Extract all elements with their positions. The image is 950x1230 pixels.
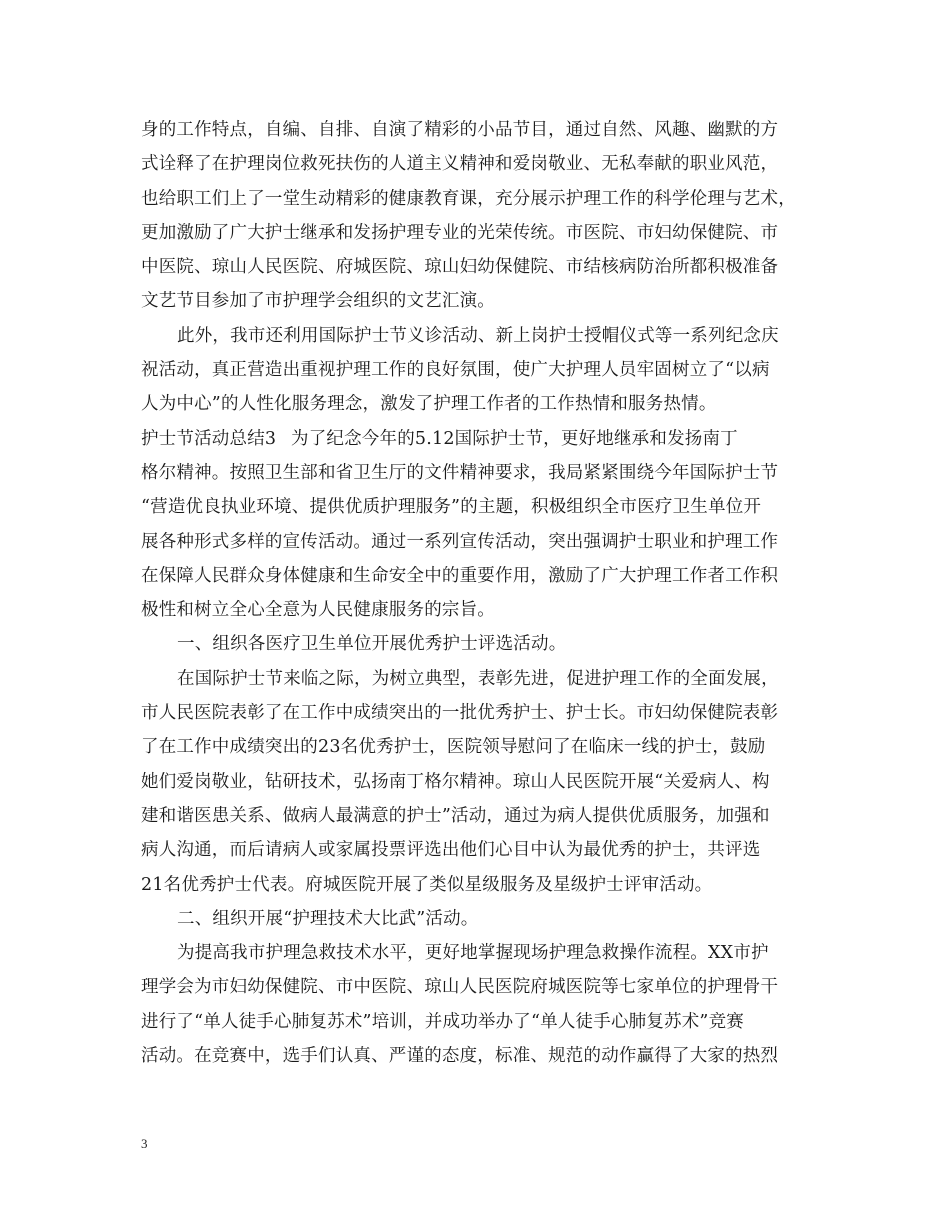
text-line: 市人民医院表彰了在工作中成绩突出的一批优秀护士、护士长。市妇幼保健院表彰: [141, 703, 779, 724]
text-line: 人为中心”的人性化服务理念，激发了护理工作者的工作热情和服务热情。: [141, 394, 717, 415]
text-line: 极性和树立全心全意为人民健康服务的宗旨。: [141, 600, 495, 621]
section-heading: 护士节活动总结3: [141, 428, 277, 449]
text-line: 活动。在竞赛中，选手们认真、严谨的态度，标准、规范的动作赢得了大家的热烈: [141, 1046, 779, 1067]
text-line: 进行了“单人徒手心肺复苏术”培训，并成功举办了“单人徒手心肺复苏术”竞赛: [141, 1011, 744, 1032]
text-line: 更加激励了广大护士继承和发扬护理专业的光荣传统。市医院、市妇幼保健院、市: [141, 222, 779, 243]
text-line: 格尔精神。按照卫生部和省卫生厅的文件精神要求，我局紧紧围绕今年国际护士节: [141, 462, 779, 483]
subsection-heading: 一、组织各医疗卫生单位开展优秀护士评选活动。: [177, 634, 567, 655]
text-line: 了在工作中成绩突出的23名优秀护士，医院领导慰问了在临床一线的护士，鼓励: [141, 737, 766, 758]
text-line: 在保障人民群众身体健康和生命安全中的重要作用，激励了广大护理工作者工作积: [141, 565, 779, 586]
text-line: 建和谐医患关系、做病人最满意的护士”活动，通过为病人提供优质服务，加强和: [141, 805, 770, 826]
paragraph-start-line: 为提高我市护理急救技术水平，更好地掌握现场护理急救操作流程。XX市护: [177, 943, 769, 964]
text-line: 展各种形式多样的宣传活动。通过一系列宣传活动，突出强调护士职业和护理工作: [141, 531, 779, 552]
subsection-heading: 二、组织开展“护理技术大比武”活动。: [177, 908, 479, 929]
section-heading-line: [141, 422, 821, 456]
text-line: 文艺节目参加了市护理学会组织的文艺汇演。: [141, 291, 495, 312]
text-line: 祝活动，真正营造出重视护理工作的良好氛围，使广大护理人员牢固树立了“以病: [141, 360, 770, 381]
text-line: 理学会为市妇幼保健院、市中医院、琼山人民医院府城医院等七家单位的护理骨干: [141, 977, 779, 998]
text-line: 她们爱岗敬业，钻研技术，弘扬南丁格尔精神。琼山人民医院开展“关爱病人、构: [141, 771, 770, 792]
text-line: 身的工作特点，自编、自排、自演了精彩的小品节目，通过自然、风趣、幽默的方: [141, 120, 779, 140]
text-line: 病人沟通，而后请病人或家属投票评选出他们心目中认为最优秀的护士，共评选: [141, 840, 761, 861]
text-line: 式诠释了在护理岗位救死扶伤的人道主义精神和爱岗敬业、无私奉献的职业风范，: [141, 154, 779, 175]
text-line: 21名优秀护士代表。府城医院开展了类似星级服务及星级护士评审活动。: [141, 874, 713, 895]
paragraph-start-line: 此外，我市还利用国际护士节义诊活动、新上岗护士授帽仪式等一系列纪念庆: [177, 325, 779, 346]
page-number: 3: [141, 1136, 148, 1151]
text-line: 也给职工们上了一堂生动精彩的健康教育课，充分展示护理工作的科学伦理与艺术，: [141, 188, 796, 209]
text-line: 中医院、琼山人民医院、府城医院、琼山妇幼保健院、市结核病防治所都积极准备: [141, 257, 779, 278]
paragraph-start-line: 在国际护士节来临之际，为树立典型，表彰先进，促进护理工作的全面发展，: [177, 668, 779, 689]
heading-following-text: 为了纪念今年的5.12国际护士节，更好地继承和发扬南丁: [291, 428, 738, 449]
text-line: “营造优良执业环境、提供优质护理服务”的主题，积极组织全市医疗卫生单位开: [141, 497, 762, 518]
body-text: [141, 113, 821, 1073]
